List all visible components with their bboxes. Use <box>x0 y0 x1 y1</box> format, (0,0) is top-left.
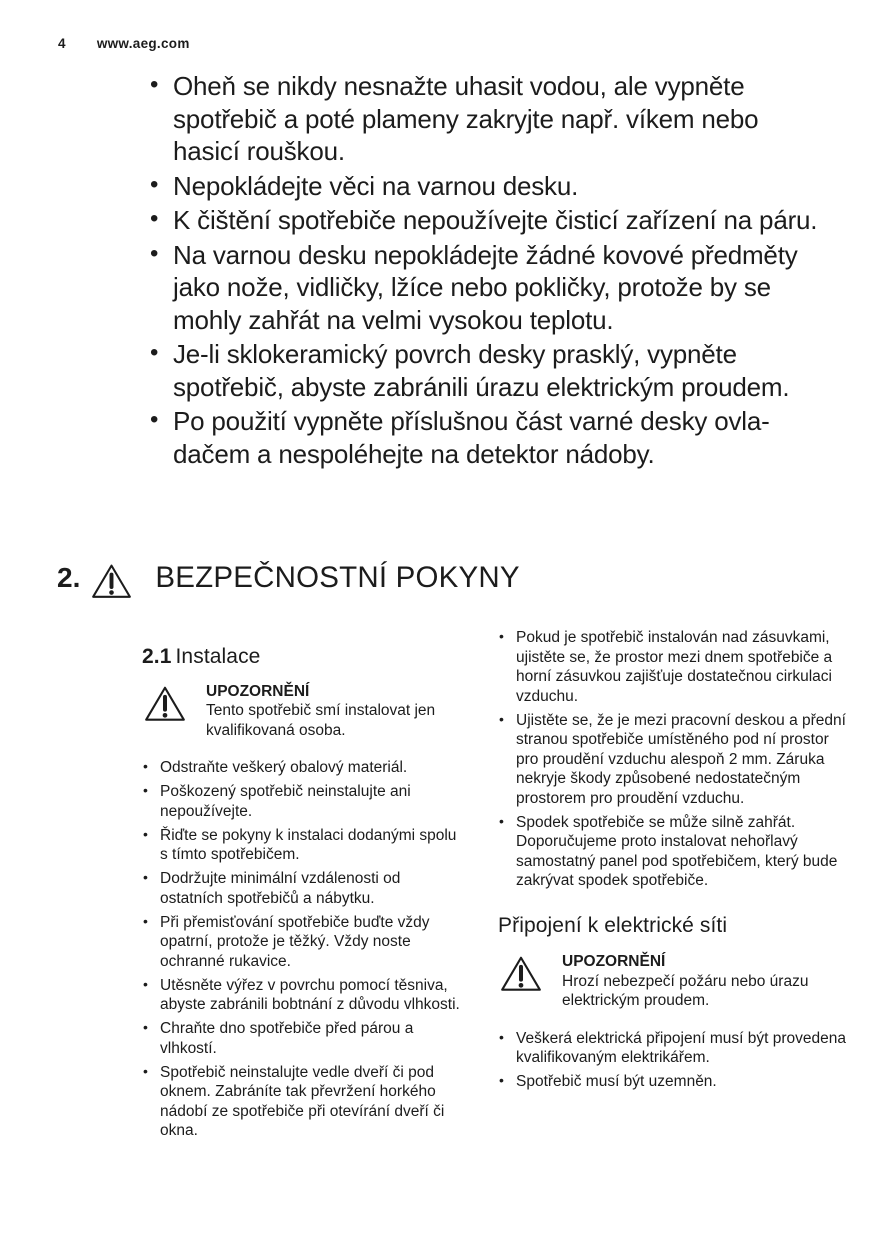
safety-warnings-list <box>148 70 826 472</box>
list-item: • K čištění spotřebiče nepoužívejte čisticí zařízení na páru. <box>148 204 826 237</box>
warning-triangle-icon <box>144 684 186 723</box>
warning-title: UPOZORNĚNÍ <box>206 682 310 700</box>
warning-box <box>144 682 460 741</box>
list-item: • Poškozený spotřebič neinstalujte ani nepoužívejte. <box>142 782 462 821</box>
list-item: • Pokud je spotřebič instalován nad zásuvkami, ujistěte se, že prostor mezi dnem spotřebiče a horní zásuvkou zajišťuje dostatečnou cirkulaci vzduchu. <box>498 628 848 706</box>
warning-triangle-icon <box>500 954 542 993</box>
subsection-number: 2.1 <box>142 645 172 668</box>
warning-box <box>500 952 846 1011</box>
electrical-list <box>498 1029 848 1092</box>
list-item: • Nepokládejte věci na varnou desku. <box>148 170 826 203</box>
page-number: 4 <box>58 36 66 51</box>
list-item: • Chraňte dno spotřebiče před párou a vlhkostí. <box>142 1019 462 1058</box>
subsection-label: Instalace <box>175 645 261 668</box>
warning-title: UPOZORNĚNÍ <box>562 953 666 970</box>
warning-text: Hrozí nebezpečí požáru nebo úrazu elektrickým proudem. <box>562 972 809 1009</box>
installation-list <box>142 758 462 1141</box>
list-item: • Na varnou desku nepokládejte žádné kovové předměty jako nože, vidličky, lžíce nebo pokličky, protože by se mohly zahřát na velmi vysokou teplotu. <box>148 239 826 337</box>
list-item: • Spodek spotřebiče se může silně zahřát. Doporučujeme proto instalovat nehořlavý samostatný panel pod spotřebičem, který bude zakrývat spodek spotřebiče. <box>498 813 848 891</box>
subsection-heading <box>142 647 462 667</box>
warning-text: Tento spotřebič smí instalovat jen kvalifikovaná osoba. <box>206 702 436 739</box>
electrical-heading: Připojení k elektrické síti <box>498 913 728 937</box>
list-item: • Spotřebič neinstalujte vedle dveří či pod oknem. Zabráníte tak převržení horkého nádobí ze spotřebiče při otevírání dveří či okna. <box>142 1063 462 1141</box>
warning-triangle-icon <box>91 562 132 600</box>
list-item: • Při přemisťování spotřebiče buďte vždy opatrní, protože je těžký. Vždy noste ochranné rukavice. <box>142 913 462 972</box>
two-column-body <box>142 628 848 1145</box>
list-item: • Dodržujte minimální vzdálenosti od ostatních spotřebičů a nábytku. <box>142 869 462 908</box>
list-item: • Je-li sklokeramický povrch desky prasklý, vypněte spotřebič, abyste zabránili úrazu elektrickým proudem. <box>148 338 826 403</box>
section-heading <box>57 556 520 600</box>
list-item: • Oheň se nikdy nesnažte uhasit vodou, ale vypněte spotřebič a poté plameny zakryjte např. víkem nebo hasicí rouškou. <box>148 70 826 168</box>
website-url: www.aeg.com <box>96 36 190 51</box>
list-item: • Ujistěte se, že je mezi pracovní deskou a přední stranou spotřebiče umístěného pod ní prostor pro proudění vzduchu alespoň 2 mm. Záruka nekryje škody způsobené nedostatečným prostorem pro proudění vzduchu. <box>498 711 848 809</box>
installation-list-continued <box>498 628 848 891</box>
page-header <box>58 36 190 51</box>
list-item: • Veškerá elektrická připojení musí být provedena kvalifikovaným elektrikářem. <box>498 1029 848 1068</box>
list-item: • Řiďte se pokyny k instalaci dodanými spolu s tímto spotřebičem. <box>142 826 462 865</box>
list-item: • Po použití vypněte příslušnou část varné desky ovladačem a nespoléhejte na detektor nádoby. <box>148 405 826 470</box>
list-item: • Spotřebič musí být uzemněn. <box>498 1072 848 1092</box>
right-column <box>498 628 848 1145</box>
section-number: 2. <box>57 562 81 593</box>
warning-content <box>562 952 846 1011</box>
list-item: • Utěsněte výřez v povrchu pomocí těsniva, abyste zabránili bobtnání z důvodu vlhkosti. <box>142 976 462 1015</box>
left-column <box>142 628 462 1145</box>
list-item: • Odstraňte veškerý obalový materiál. <box>142 758 462 778</box>
warning-content <box>206 682 460 741</box>
section-title: BEZPEČNOSTNÍ POKYNY <box>155 561 520 594</box>
